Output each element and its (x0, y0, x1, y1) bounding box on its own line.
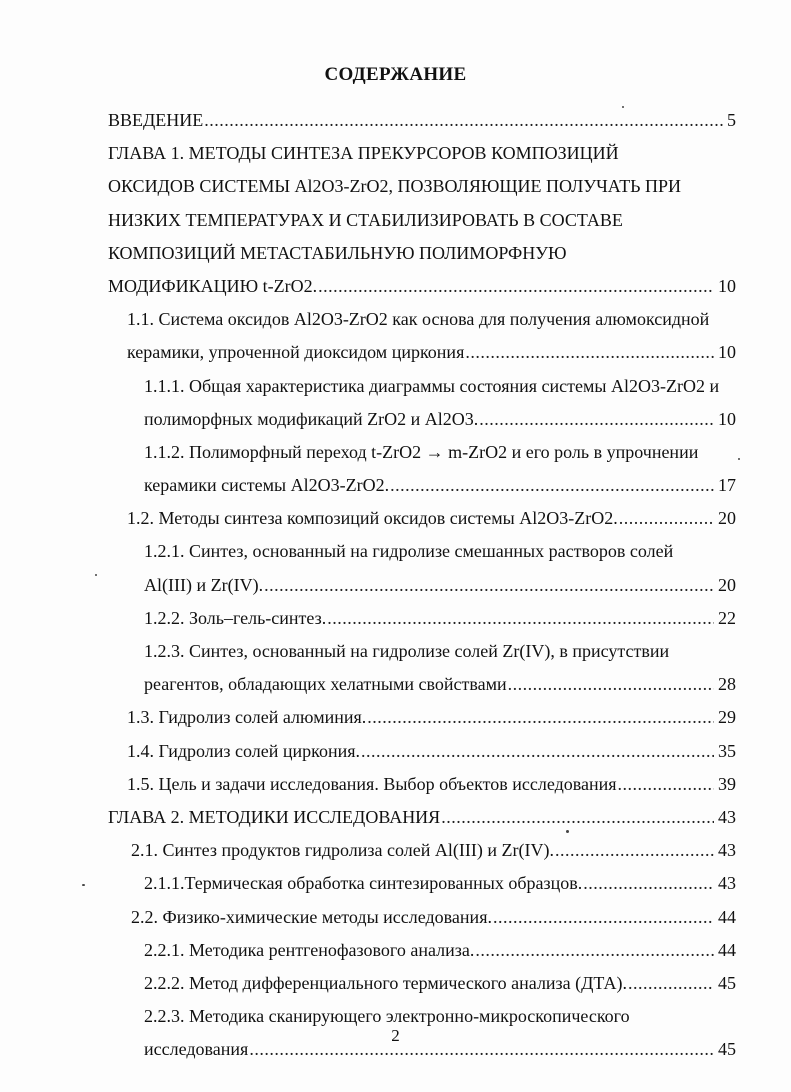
toc-entry-text: 1.2.3. Синтез, основанный на гидролизе солей Zr(IV), в присутствии (144, 641, 670, 661)
toc-entry-text: 1.3. Гидролиз солей алюминия. (127, 707, 367, 728)
toc-entry-text: КОМПОЗИЦИЙ МЕТАСТАБИЛЬНУЮ ПОЛИМОРФНУЮ (108, 242, 567, 263)
toc-entry-last-line (108, 801, 736, 834)
toc-entry-text: ГЛАВА 1. МЕТОДЫ СИНТЕЗА ПРЕКУРСОРОВ КОМПОЗИЦИЙ (108, 143, 619, 164)
toc-entry-text: исследования (144, 1039, 249, 1060)
scan-speck (566, 830, 569, 833)
toc-entry-last-line (144, 934, 736, 967)
toc-entry-last-line (131, 901, 736, 934)
dot-leader (327, 602, 714, 635)
toc-entry-text: 1.5. Цель и задачи исследования. Выбор объектов исследования (127, 773, 617, 794)
dot-leader (619, 502, 714, 535)
toc-entry-1-1[interactable] (127, 303, 736, 369)
dot-leader (508, 668, 714, 701)
toc-entry-1-4[interactable] (127, 735, 736, 768)
toc-entry-text: керамики, упроченной диоксидом циркония (127, 342, 465, 363)
toc-entry-last-line (127, 336, 736, 369)
toc-entry-2-1-1[interactable] (144, 867, 736, 900)
toc-entry-2-2[interactable] (131, 901, 736, 934)
toc-entry-last-line (131, 834, 736, 867)
toc-entry-text: ОКСИДОВ СИСТЕМЫ Al2O3-ZrO2, ПОЗВОЛЯЮЩИЕ ПОЛУЧАТЬ ПРИ (108, 176, 682, 197)
toc-entry-text: реагентов, обладающих хелатными свойствами (144, 674, 507, 695)
toc-page-number: 44 (718, 906, 736, 927)
toc-entry-text: 1.4. Гидролиз солей циркония. (127, 740, 360, 761)
toc-entry-text: полиморфных модификаций ZrO2 и Al2O3. (144, 408, 479, 429)
toc-page-number: 10 (718, 342, 736, 363)
toc-entry-1-2-3[interactable] (144, 635, 736, 701)
toc-entry-text: 1.1. Система оксидов Al2O3-ZrO2 как основа для получения алюмоксидной (127, 309, 710, 330)
toc-entry-last-line (144, 668, 736, 701)
toc-entry-text: 1.2.2. Золь–гель-синтез. (144, 607, 327, 628)
toc-entry-1-2[interactable] (127, 502, 736, 535)
toc-entry-2-2-1[interactable] (144, 934, 736, 967)
dot-leader (475, 934, 714, 967)
toc-entry-text: ГЛАВА 2. МЕТОДИКИ ИССЛЕДОВАНИЯ (108, 806, 441, 827)
toc-page-number: 45 (718, 972, 736, 993)
toc-entry-1-5[interactable] (127, 768, 736, 801)
toc-page-number: 10 (718, 408, 736, 429)
toc-entry-text: 2.2. Физико-химические методы исследования. (131, 906, 492, 927)
scan-speck (622, 106, 624, 108)
toc-entry-2-1[interactable] (131, 834, 736, 867)
toc-page-number: 20 (718, 508, 736, 529)
toc-page-number: 22 (718, 607, 736, 628)
dot-leader (441, 801, 714, 834)
dot-leader (204, 104, 723, 137)
dot-leader (479, 403, 714, 436)
toc-entry-text: 2.2.1. Методика рентгенофазового анализа. (144, 939, 475, 960)
toc-entry-text: керамики системы Al2O3-ZrO2. (144, 475, 390, 496)
toc-entry-last-line (127, 502, 736, 535)
toc-entry-last-line (144, 967, 736, 1000)
toc-page-number: 43 (718, 840, 736, 861)
toc-entry-last-line (144, 469, 736, 502)
toc-entry-text: ВВЕДЕНИЕ (108, 110, 204, 130)
scan-speck (95, 574, 97, 576)
toc-entry-last-line (144, 403, 736, 436)
table-of-contents (0, 104, 791, 1066)
toc-page-number: 43 (718, 806, 736, 827)
toc-entry-1-1-2[interactable] (144, 436, 736, 502)
dot-leader (264, 569, 714, 602)
toc-entry-last-line (144, 569, 736, 602)
toc-page-number: 43 (718, 873, 736, 894)
dot-leader (493, 901, 714, 934)
toc-entry-last-line (127, 735, 736, 768)
toc-entry-text: 2.1.1.Термическая обработка синтезированных образцов. (144, 873, 583, 894)
toc-entry-chapter-2[interactable] (108, 801, 736, 834)
toc-page-number: 39 (718, 773, 736, 794)
toc-page-number: 45 (718, 1039, 736, 1060)
toc-entry-text: НИЗКИХ ТЕМПЕРАТУРАХ И СТАБИЛИЗИРОВАТЬ В СОСТАВЕ (108, 209, 623, 230)
scan-speck (738, 458, 740, 460)
toc-entry-last-line (144, 867, 736, 900)
toc-page-number: 29 (718, 707, 736, 728)
toc-entry-text: 2.2.2. Метод дифференциального термического анализа (ДТА). (144, 972, 628, 993)
toc-entry-1-2-1[interactable] (144, 535, 736, 601)
toc-entry-text: Al(III) и Zr(IV). (144, 574, 264, 595)
dot-leader (361, 735, 714, 768)
toc-entry-2-2-2[interactable] (144, 967, 736, 1000)
toc-entry-text: 1.2.1. Синтез, основанный на гидролизе смешанных растворов солей (144, 541, 674, 562)
toc-entry-chapter-1[interactable] (108, 137, 736, 303)
toc-entry-1-2-2[interactable] (144, 602, 736, 635)
toc-entry-1-3[interactable] (127, 701, 736, 734)
dot-leader (618, 768, 714, 801)
toc-page-number: 28 (718, 674, 736, 695)
toc-entry-last-line (108, 104, 736, 137)
dot-leader (390, 469, 714, 502)
toc-entry-last-line (144, 602, 736, 635)
dot-leader (318, 270, 714, 303)
toc-page-number: 17 (718, 475, 736, 496)
toc-entry-text: 2.1. Синтез продуктов гидролиза солей Al(III) и Zr(IV). (131, 840, 554, 861)
toc-page-number: 10 (718, 275, 736, 296)
toc-entry-text: 2.2.3. Методика сканирующего электронно-микроскопического (144, 1006, 630, 1027)
page-number: 2 (391, 1026, 400, 1045)
toc-entry-introduction[interactable] (108, 104, 736, 137)
toc-page-number: 35 (718, 740, 736, 761)
toc-page-number: 44 (718, 939, 736, 960)
page-title: СОДЕРЖАНИЕ (324, 64, 467, 85)
toc-entry-last-line (127, 701, 736, 734)
toc-page-number: 5 (727, 110, 736, 130)
dot-leader (367, 701, 714, 734)
toc-entry-text: МОДИФИКАЦИЮ t-ZrO2. (108, 275, 318, 296)
dot-leader (583, 867, 714, 900)
toc-entry-text: 1.1.2. Полиморфный переход t-ZrO2 → m-ZrO2 и его роль в упрочнении (144, 441, 699, 462)
toc-page-number: 20 (718, 574, 736, 595)
toc-entry-last-line (108, 270, 736, 303)
toc-entry-1-1-1[interactable] (144, 370, 736, 436)
toc-entry-text: 1.2. Методы синтеза композиций оксидов системы Al2O3-ZrO2. (127, 508, 618, 529)
toc-entry-text: 1.1.1. Общая характеристика диаграммы состояния системы Al2O3-ZrO2 и (144, 375, 720, 396)
dot-leader (465, 336, 714, 369)
dot-leader (628, 967, 714, 1000)
scan-speck (82, 884, 85, 886)
toc-entry-last-line (127, 768, 736, 801)
dot-leader (555, 834, 714, 867)
